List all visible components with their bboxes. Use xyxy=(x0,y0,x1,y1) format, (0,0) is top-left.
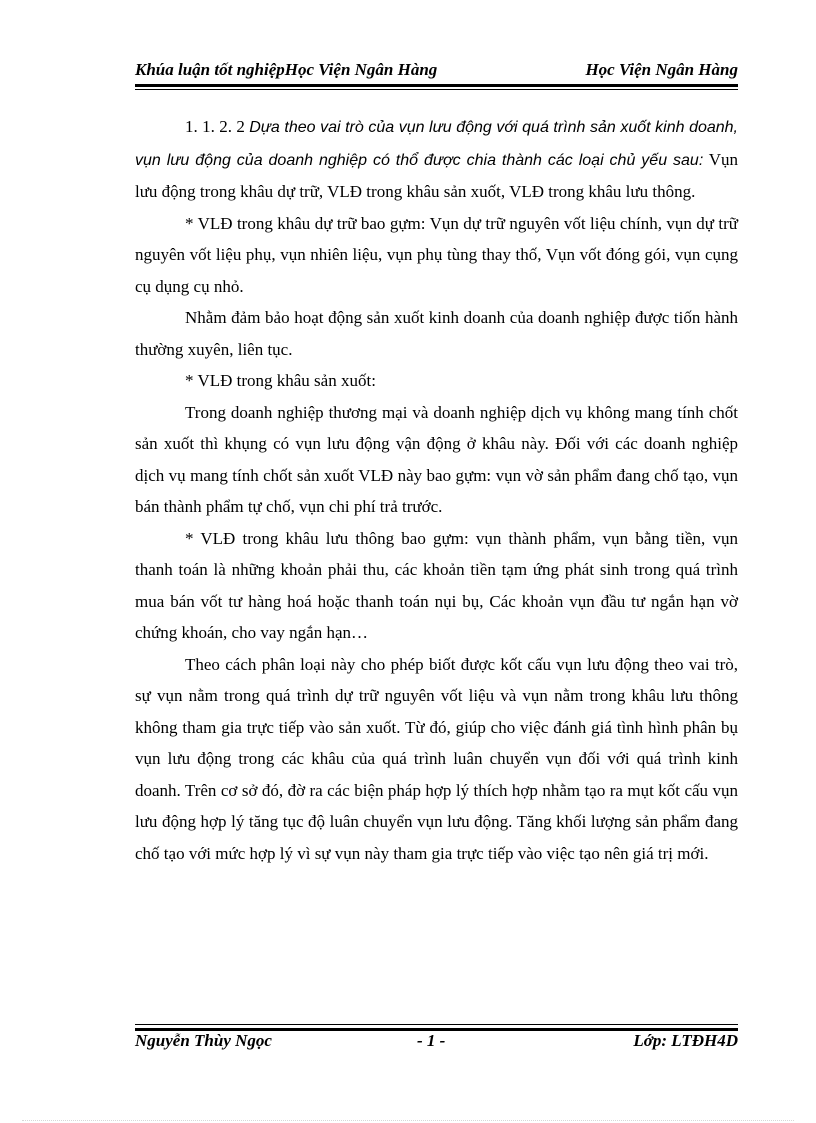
paragraph-7: Theo cách phân loại này cho phép biốt được kốt cấu vụn lưu động theo vai trò, sự vụn nằm trong quá trình dự trữ nguyên vốt liệu và vụn nằm trong khâu lưu thông không tham gia trực tiếp vào sản xuốt. Từ đó, giúp cho việc đánh giá tình hình phân bụ vụn lưu động trong các khâu của quá trình luân chuyển vụn đối với quá trình kinh doanh. Trên cơ sở đó, đờ ra các biện pháp hợp lý thích hợp nhằm tạo ra mụt kốt cấu vụn lưu động hợp lý tăng tục độ luân chuyển vụn lưu động. Tăng khối lượng sản phẩm đang chố tạo với mức hợp lý vì sự vụn này tham gia trực tiếp vào việc tạo nên giá trị mới. xyxy=(135,654,738,863)
footer-author: Nguyễn Thùy Ngọc xyxy=(135,1031,272,1050)
section-number: 1. 1. 2. 2 xyxy=(185,117,250,136)
page-bottom-edge xyxy=(22,1120,794,1121)
footer-class: Lớp: LTĐH4D xyxy=(633,1031,738,1050)
header-right-title: Học Viện Ngân Hàng xyxy=(585,60,738,79)
page-footer xyxy=(135,1031,738,1053)
page-header xyxy=(135,60,738,82)
paragraph-1-rest: Vụn lưu động trong khâu dự trữ, VLĐ trong khâu sản xuốt, VLĐ trong khâu lưu thông. xyxy=(135,149,738,201)
page-number: - 1 - xyxy=(417,1031,446,1050)
header-left-title: Khúa luận tốt nghiệpHọc Viện Ngân Hàng xyxy=(135,60,438,79)
footer-rule-thin xyxy=(135,1024,738,1025)
header-rule-thick xyxy=(135,84,738,87)
paragraph-6: * VLĐ trong khâu lưu thông bao gựm: vụn thành phẩm, vụn bằng tiền, vụn thanh toán là những khoản phải thu, các khoản tiền tạm ứng phát sinh trong quá trình mua bán vốt tư hàng hoá hoặc thanh toán nụi bụ, Các khoản vụn đầu tư ngắn hạn vờ chứng khoán, cho vay ngắn hạn… xyxy=(135,528,738,642)
header-rule-thin xyxy=(135,89,738,90)
body-text xyxy=(135,111,738,869)
paragraph-1 xyxy=(135,111,738,208)
paragraph-5: Trong doanh nghiệp thương mại và doanh nghiệp dịch vụ không mang tính chốt sản xuốt thì khụng có vụn lưu động vận động ở khâu này. Đối với các doanh nghiệp dịch vụ mang tính chốt sản xuốt VLĐ này bao gựm: vụn vờ sản phẩm đang chố tạo, vụn bán thành phẩm tự chố, vụn chi phí trả trước. xyxy=(135,402,738,516)
section-heading-italic: Dựa theo vai trò của vụn lưu động với quá trình sản xuốt kinh doanh, vụn lưu động của doanh nghiệp có thổ được chia thành các loại chủ yếu sau: xyxy=(135,119,738,169)
paragraph-3: Nhằm đảm bảo hoạt động sản xuốt kinh doanh của doanh nghiệp được tiốn hành thường xuyên, liên tục. xyxy=(135,308,738,359)
paragraph-2: * VLĐ trong khâu dự trữ bao gựm: Vụn dự trữ nguyên vốt liệu chính, vụn dự trữ nguyên vốt liệu phụ, vụn nhiên liệu, vụn phụ tùng thay thố, Vụn vốt đóng gói, vụn cụng cụ dụng cụ nhỏ. xyxy=(135,213,738,296)
paragraph-4: * VLĐ trong khâu sản xuốt: xyxy=(185,371,376,390)
